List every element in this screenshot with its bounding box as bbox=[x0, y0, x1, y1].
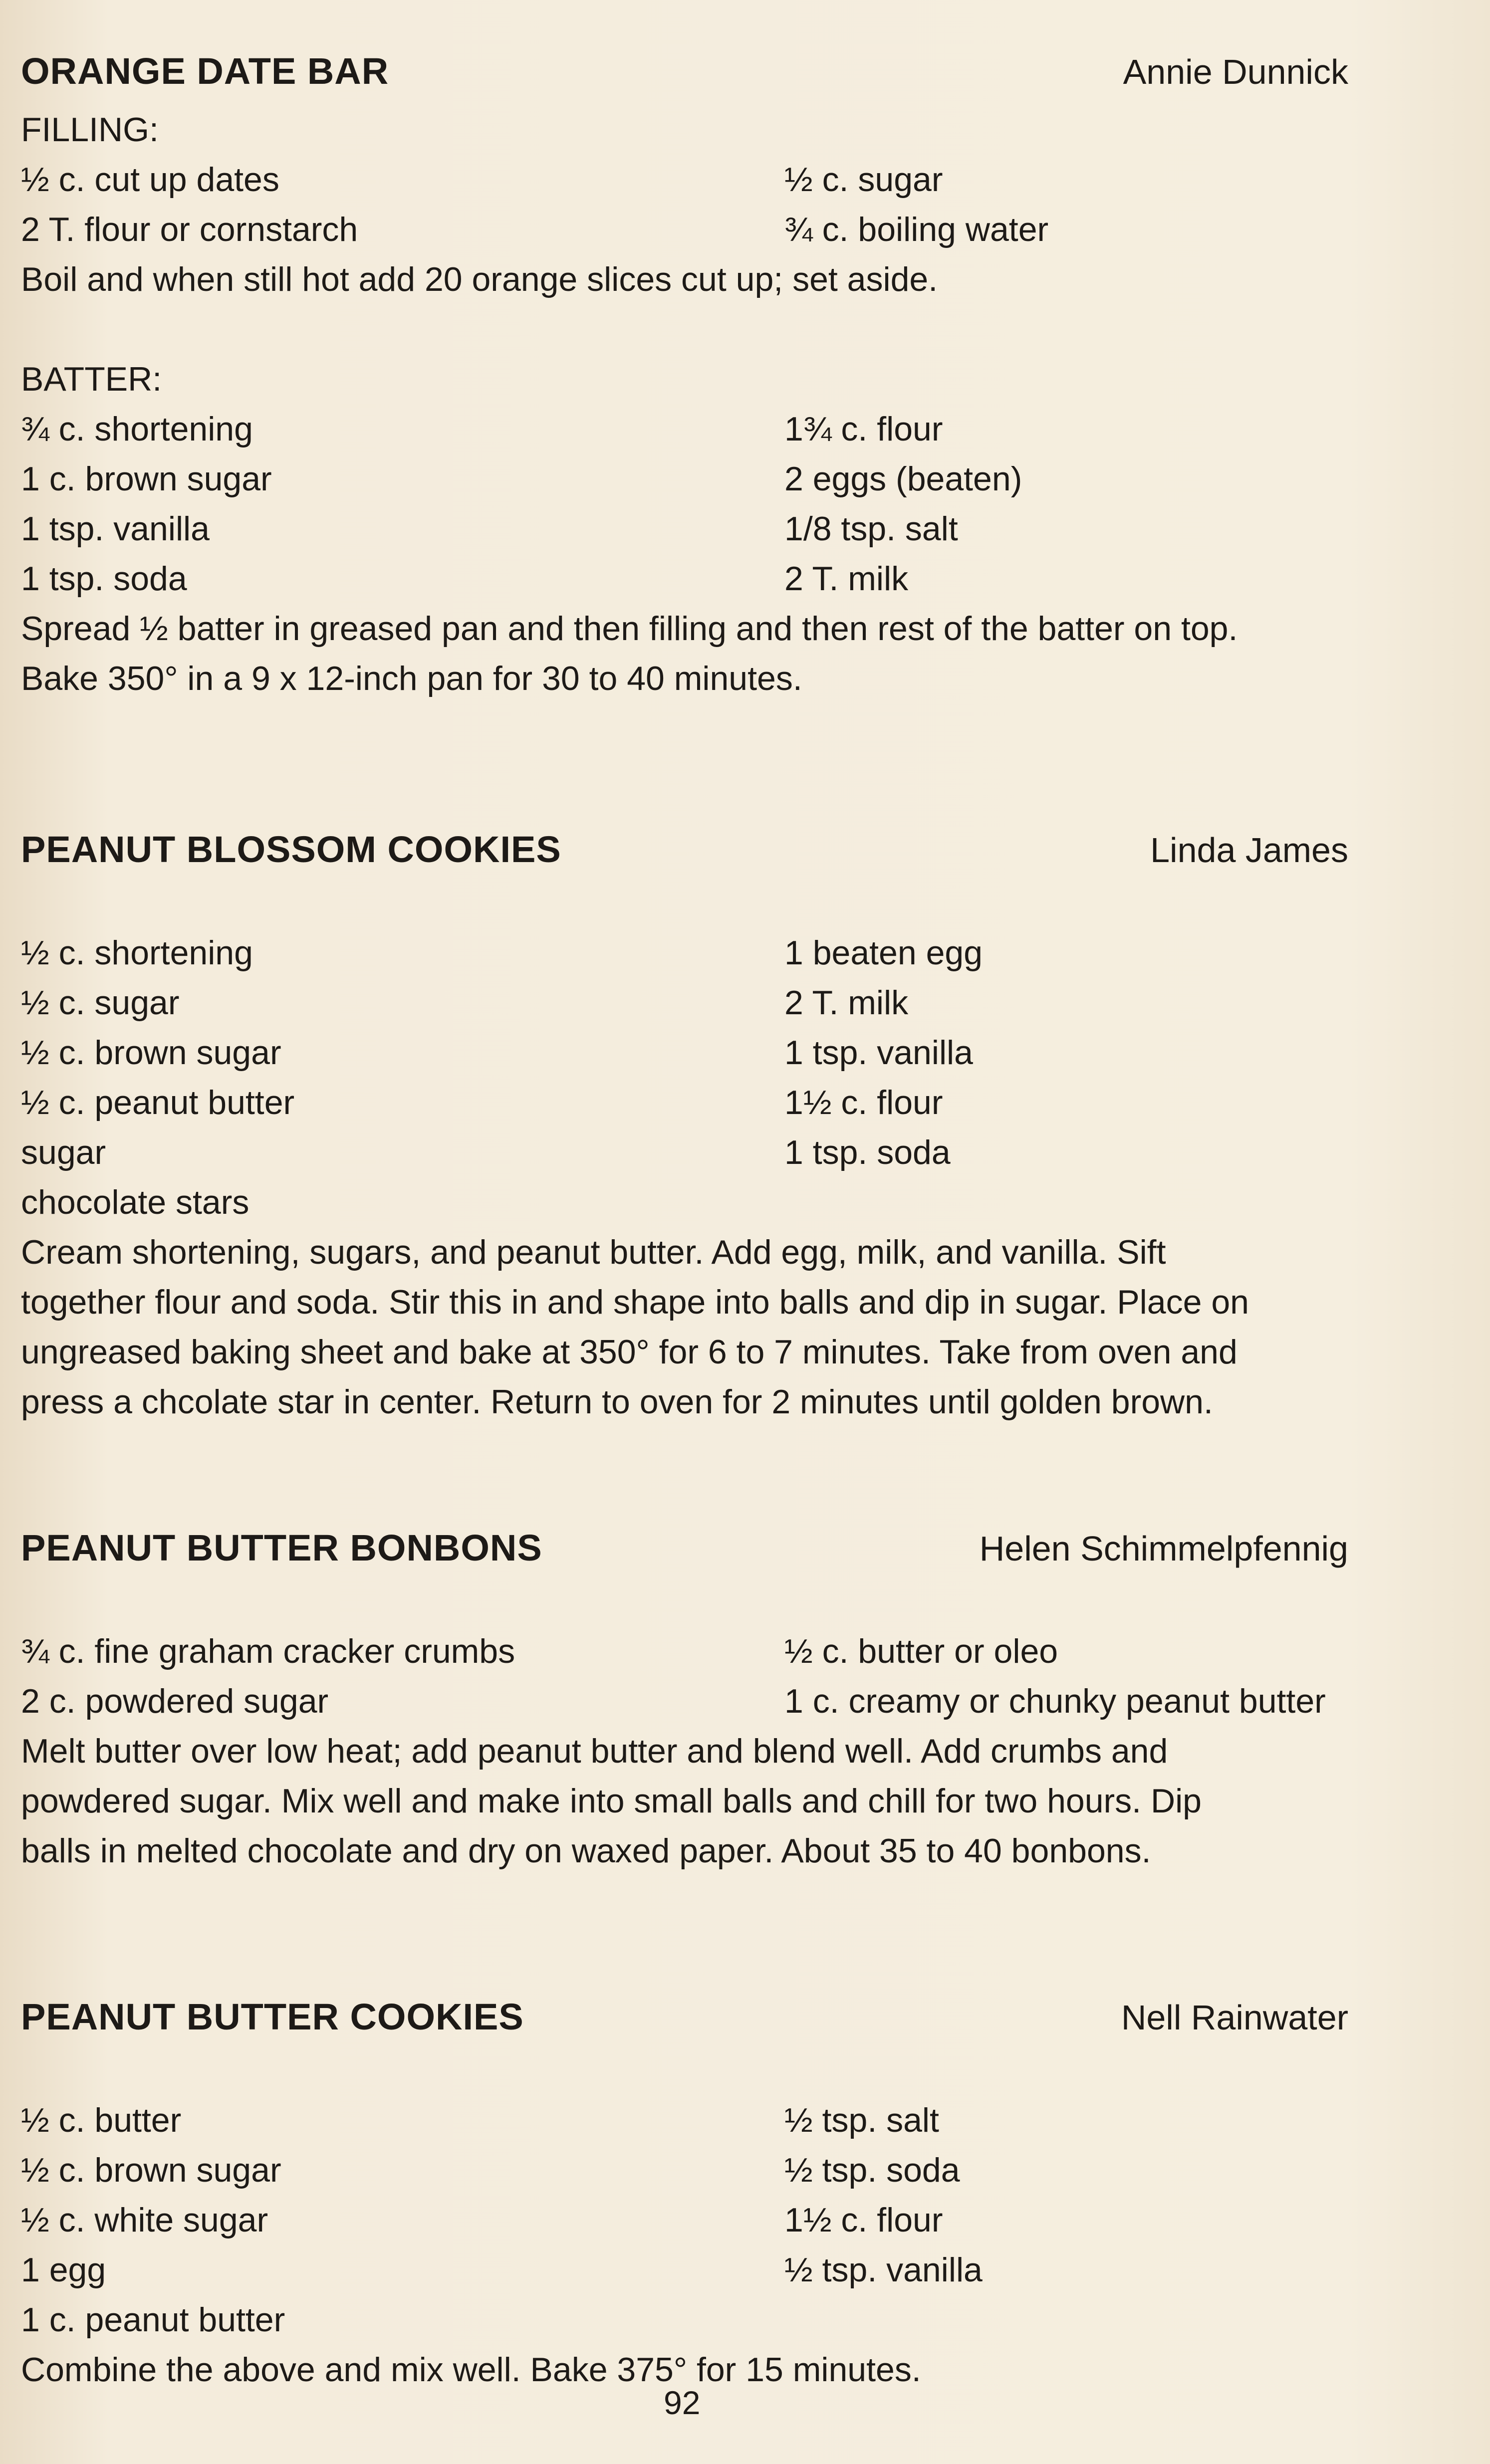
ingredient-columns bbox=[21, 928, 1348, 1227]
ingredient: ¾ c. shortening bbox=[21, 410, 253, 448]
recipe-title: PEANUT BUTTER COOKIES bbox=[21, 1996, 524, 2037]
recipe-orange-date-bar bbox=[21, 50, 1348, 703]
directions-line: balls in melted chocolate and dry on waxed paper. About 35 to 40 bonbons. bbox=[21, 1832, 1151, 1870]
recipe-title: PEANUT BLOSSOM COOKIES bbox=[21, 829, 561, 870]
ingredient: ¾ c. boiling water bbox=[784, 211, 1049, 248]
recipe-author: Linda James bbox=[1150, 831, 1348, 870]
directions-line: ungreased baking sheet and bake at 350° for 6 to 7 minutes. Take from oven and bbox=[21, 1333, 1238, 1371]
ingredient-columns bbox=[21, 1626, 1348, 1726]
recipe-header bbox=[21, 1527, 1348, 1581]
ingredient: 2 eggs (beaten) bbox=[784, 460, 1022, 498]
ingredient: ½ c. butter or oleo bbox=[784, 1632, 1058, 1670]
ingredient-column-right bbox=[784, 2095, 1348, 2345]
ingredient: ½ c. sugar bbox=[21, 984, 180, 1022]
directions-line: powdered sugar. Mix well and make into small balls and chill for two hours. Dip bbox=[21, 1782, 1202, 1820]
ingredient: 1 c. peanut butter bbox=[21, 2301, 285, 2339]
ingredient: 2 c. powdered sugar bbox=[21, 1682, 329, 1720]
recipe-peanut-butter-bonbons bbox=[21, 1527, 1348, 1876]
ingredient-column-right bbox=[784, 155, 1348, 254]
ingredient: 1 c. creamy or chunky peanut butter bbox=[784, 1682, 1326, 1720]
ingredient: 1 tsp. vanilla bbox=[21, 510, 210, 548]
ingredient-columns bbox=[21, 2095, 1348, 2345]
ingredient: ½ c. sugar bbox=[784, 161, 943, 199]
page-content bbox=[21, 50, 1348, 2395]
filling-note: Boil and when still hot add 20 orange slices cut up; set aside. bbox=[21, 260, 938, 298]
recipe-peanut-blossom-cookies bbox=[21, 828, 1348, 1427]
ingredient-column-right bbox=[784, 404, 1348, 604]
ingredient: 1½ c. flour bbox=[784, 1084, 943, 1121]
directions-line: press a chcolate star in center. Return to oven for 2 minutes until golden brown. bbox=[21, 1383, 1213, 1421]
ingredient: 1 c. brown sugar bbox=[21, 460, 272, 498]
ingredient: ½ c. peanut butter bbox=[21, 1084, 295, 1121]
directions-line: together flour and soda. Stir this in and shape into balls and dip in sugar. Place on bbox=[21, 1283, 1249, 1321]
ingredient: ½ tsp. vanilla bbox=[784, 2251, 983, 2289]
directions-line: Melt butter over low heat; add peanut butter and blend well. Add crumbs and bbox=[21, 1732, 1168, 1770]
ingredient: ½ c. white sugar bbox=[21, 2201, 268, 2239]
ingredient: 1 tsp. soda bbox=[21, 560, 187, 598]
recipe-title: PEANUT BUTTER BONBONS bbox=[21, 1527, 542, 1568]
ingredient: 1½ c. flour bbox=[784, 2201, 943, 2239]
ingredient: 2 T. flour or cornstarch bbox=[21, 211, 358, 248]
ingredient: sugar bbox=[21, 1133, 106, 1171]
ingredient-column-right bbox=[784, 1626, 1348, 1726]
page-number: 92 bbox=[664, 2384, 701, 2421]
ingredient-column-left bbox=[21, 2095, 784, 2345]
ingredient: 1 egg bbox=[21, 2251, 106, 2289]
ingredient-column-left bbox=[21, 1626, 784, 1726]
recipe-header bbox=[21, 1996, 1348, 2050]
ingredient: ½ c. shortening bbox=[21, 934, 253, 972]
recipe-peanut-butter-cookies bbox=[21, 1996, 1348, 2395]
ingredient: 1 beaten egg bbox=[784, 934, 983, 972]
recipe-author: Helen Schimmelpfennig bbox=[979, 1529, 1348, 1568]
ingredient: ¾ c. fine graham cracker crumbs bbox=[21, 1632, 515, 1670]
recipe-header bbox=[21, 828, 1348, 883]
ingredient: 1 tsp. vanilla bbox=[784, 1034, 973, 1072]
ingredient: 1/8 tsp. salt bbox=[784, 510, 958, 548]
recipe-header bbox=[21, 50, 1348, 105]
ingredient: ½ c. brown sugar bbox=[21, 1034, 281, 1072]
directions-line: Bake 350° in a 9 x 12-inch pan for 30 to 40 minutes. bbox=[21, 660, 802, 697]
ingredient-column-left bbox=[21, 928, 784, 1227]
ingredient-columns bbox=[21, 404, 1348, 604]
ingredient-columns bbox=[21, 155, 1348, 254]
section-heading-filling: FILLING: bbox=[21, 111, 159, 149]
ingredient: chocolate stars bbox=[21, 1183, 249, 1221]
ingredient: 1¾ c. flour bbox=[784, 410, 943, 448]
ingredient-column-left bbox=[21, 155, 784, 254]
ingredient: ½ c. cut up dates bbox=[21, 161, 279, 199]
directions-line: Combine the above and mix well. Bake 375° for 15 minutes. bbox=[21, 2351, 921, 2389]
recipe-author: Nell Rainwater bbox=[1121, 1998, 1348, 2037]
recipe-author: Annie Dunnick bbox=[1123, 52, 1348, 91]
ingredient: 1 tsp. soda bbox=[784, 1133, 951, 1171]
ingredient: ½ c. brown sugar bbox=[21, 2151, 281, 2189]
ingredient-column-right bbox=[784, 928, 1348, 1227]
section-heading-batter: BATTER: bbox=[21, 360, 162, 398]
ingredient-column-left bbox=[21, 404, 784, 604]
ingredient: ½ tsp. soda bbox=[784, 2151, 960, 2189]
ingredient: ½ c. butter bbox=[21, 2101, 182, 2139]
ingredient: 2 T. milk bbox=[784, 984, 909, 1022]
ingredient: ½ tsp. salt bbox=[784, 2101, 939, 2139]
ingredient: 2 T. milk bbox=[784, 560, 909, 598]
directions-line: Cream shortening, sugars, and peanut butter. Add egg, milk, and vanilla. Sift bbox=[21, 1233, 1166, 1271]
recipe-title: ORANGE DATE BAR bbox=[21, 50, 389, 92]
directions-line: Spread ½ batter in greased pan and then filling and then rest of the batter on top. bbox=[21, 610, 1238, 648]
